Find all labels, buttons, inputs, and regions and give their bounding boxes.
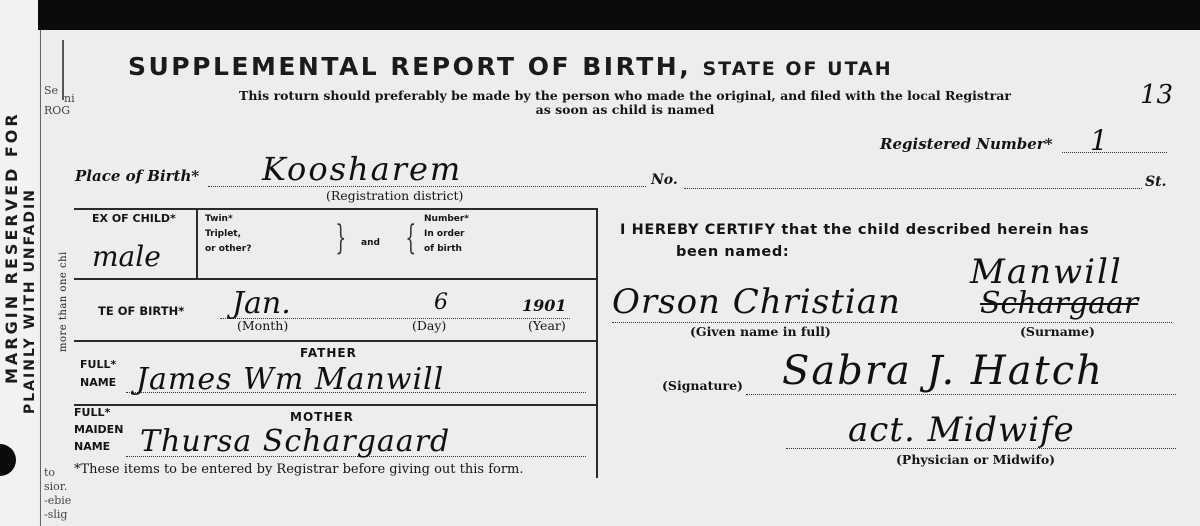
date-row-bottom (74, 340, 596, 342)
year-caption: (Year) (528, 318, 566, 333)
father-name-labels (80, 356, 116, 392)
certify-statement-line-2: been named: (676, 244, 790, 260)
in-order-label: In order (424, 229, 465, 239)
edge-fragment: -slig (44, 508, 68, 521)
edge-fragment: Se (44, 84, 59, 97)
registered-number-line (1062, 152, 1167, 153)
form-title-state: STATE OF UTAH (702, 58, 893, 80)
mother-name-label: NAME (74, 440, 111, 453)
box-top-border (74, 208, 596, 210)
certify-statement-line-1: I HEREBY CERTIFY that the child described herein has (620, 222, 1090, 238)
mother-name-labels (74, 404, 123, 455)
registration-district-caption: (Registration district) (326, 188, 464, 203)
other-label: or other? (205, 244, 252, 254)
right-brace: { (405, 218, 417, 258)
left-brace: } (335, 218, 347, 258)
mother-full-label: FULL* (74, 406, 111, 419)
signature-value: Sabra J. Hatch (782, 348, 1104, 394)
instructions-line-1: This roturn should preferably be made by the person who made the original, and filed with the local Registrar (239, 88, 1011, 103)
number-label: Number* (424, 214, 470, 224)
signer-caption: (Physician or Midwifo) (896, 452, 1056, 467)
mother-name-value: Thursa Schargaard (140, 424, 451, 459)
birth-year-value: 1901 (522, 296, 567, 315)
street-line (684, 188, 1142, 189)
edge-fragment: ROG (44, 104, 71, 117)
street-number-label: No. (651, 172, 678, 188)
given-name-caption: (Given name in full) (690, 324, 831, 339)
father-name-label: NAME (80, 376, 117, 389)
signature-line (746, 394, 1176, 395)
twin-label: Twin* (205, 214, 233, 224)
edge-fragment: -ebie (44, 494, 72, 507)
triplet-label: Triplet, (205, 229, 242, 239)
sex-divider (196, 208, 198, 278)
twin-triplet-labels (205, 212, 251, 257)
margin-fold-line (40, 30, 41, 526)
father-name-value: James Wm Manwill (136, 362, 445, 397)
registered-number-label: Registered Number* (880, 135, 1053, 153)
registered-number-value: 1 (1090, 124, 1108, 157)
sex-row-bottom (74, 278, 596, 280)
form-instructions (200, 89, 1050, 117)
edge-fragment: to (44, 466, 56, 479)
edge-fragment: ni (64, 92, 75, 105)
father-heading: FATHER (300, 346, 357, 360)
birth-order-labels (424, 212, 469, 257)
and-label: and (361, 238, 380, 248)
registrar-footnote: *These items to be entered by Registrar before giving out this form. (74, 462, 524, 477)
corner-mark: 13 (1140, 80, 1174, 110)
sex-value: male (92, 240, 161, 273)
child-name-line (612, 322, 1172, 323)
surname-caption: (Surname) (1020, 324, 1095, 339)
form-title-main: SUPPLEMENTAL REPORT OF BIRTH, (128, 52, 692, 81)
place-of-birth-value: Koosharem (262, 150, 463, 188)
father-row-bottom (74, 404, 596, 406)
signer-title-value: act. Midwife (848, 410, 1075, 450)
margin-side-note: more than one chi (58, 251, 69, 352)
surname-correction-value: Manwill (970, 252, 1123, 292)
margin-reserved-text: MARGIN RESERVED FOR (2, 111, 21, 384)
father-full-label: FULL* (80, 358, 117, 371)
mother-heading: MOTHER (290, 410, 354, 424)
margin-unfading-text: PLAINLY WITH UNFADIN (22, 188, 38, 414)
given-name-value: Orson Christian (612, 282, 901, 322)
month-caption: (Month) (237, 318, 289, 333)
surname-struck-value: Schargaar (980, 286, 1139, 321)
box-right-border (596, 208, 598, 478)
of-birth-label: of birth (424, 244, 462, 254)
street-label: St. (1145, 174, 1167, 190)
mother-maiden-label: MAIDEN (74, 423, 124, 436)
birth-day-value: 6 (434, 290, 448, 315)
day-caption: (Day) (412, 318, 447, 333)
signature-label: (Signature) (662, 378, 743, 393)
date-of-birth-label: TE OF BIRTH* (98, 304, 185, 318)
margin-tick (62, 40, 64, 100)
sex-label: EX OF CHILD* (92, 212, 176, 225)
instructions-line-2: as soon as child is named (535, 102, 715, 117)
edge-fragment: sior. (44, 480, 68, 493)
place-of-birth-label: Place of Birth* (75, 167, 200, 185)
birth-month-value: Jan. (232, 286, 291, 321)
form-title (128, 52, 893, 81)
